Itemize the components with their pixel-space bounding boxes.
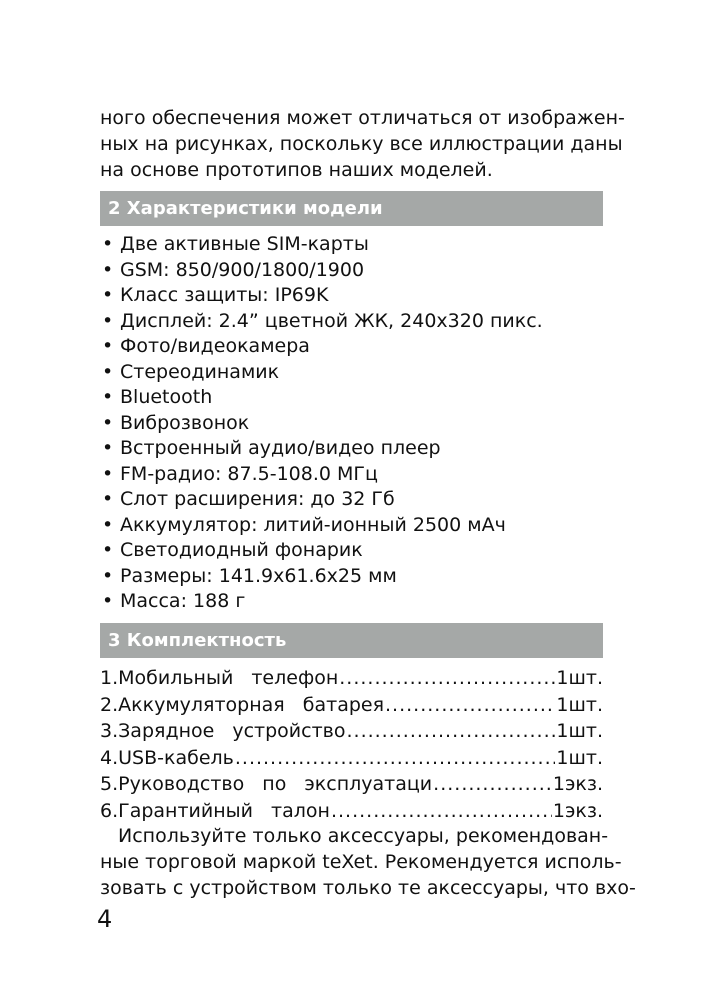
- leader-dots: [346, 718, 555, 745]
- outro-line: Используйте только аксессуары, рекомендован-: [118, 825, 609, 847]
- kit-item-name: 4.USB-кабель: [100, 746, 234, 769]
- kit-item-qty: 1шт.: [556, 693, 603, 716]
- page-number: 4: [97, 905, 113, 933]
- kit-item: [100, 798, 603, 825]
- spec-item: • Bluetooth: [100, 385, 603, 411]
- kit-item-name: 6.Гарантийный талон: [100, 799, 330, 822]
- spec-item: • Виброзвонок: [100, 411, 603, 437]
- kit-item-qty: 1шт.: [556, 720, 603, 742]
- spec-item: • Стереодинамик: [100, 360, 603, 386]
- leader-dots: [385, 692, 555, 719]
- spec-item: • GSM: 850/900/1800/1900: [100, 258, 603, 284]
- kit-list: [100, 665, 603, 824]
- spec-item: • Встроенный аудио/видео плеер: [100, 436, 603, 462]
- spec-item: • Две активные SIM-карты: [100, 232, 603, 258]
- spec-item: • Фото/видеокамера: [100, 334, 603, 360]
- spec-item: • Масса: 188 г: [100, 589, 603, 615]
- spec-item: • Размеры: 141.9х61.6х25 мм: [100, 564, 603, 590]
- kit-item-qty: 1экз.: [552, 799, 603, 822]
- intro-line: ного обеспечения может отличаться от изображен-: [100, 107, 625, 129]
- kit-item-qty: 1экз.: [552, 773, 603, 795]
- leader-dots: [331, 798, 552, 825]
- specs-list: [100, 232, 603, 615]
- outro-line: зовать с устройством только те аксессуары, что вхо-: [100, 877, 636, 899]
- outro-paragraph: [100, 823, 636, 901]
- kit-item-name: 3.Зарядное устройство: [100, 720, 346, 742]
- kit-item: [100, 745, 603, 772]
- kit-item-qty: 1шт.: [556, 746, 603, 769]
- kit-item: [100, 771, 603, 798]
- leader-dots: [339, 665, 555, 692]
- kit-item-qty: 1шт.: [556, 667, 603, 689]
- leader-dots: [433, 771, 552, 798]
- intro-line: ных на рисунках, поскольку все иллюстрации даны: [100, 133, 623, 155]
- spec-item: • Светодиодный фонарик: [100, 538, 603, 564]
- kit-item-name: 1.Мобильный телефон: [100, 667, 339, 689]
- intro-paragraph: [100, 105, 625, 183]
- section-header-kit: 3 Комплектность: [100, 623, 603, 658]
- outro-line: ные торговой маркой teXet. Рекомендуется исполь-: [100, 851, 622, 873]
- intro-line: на основе прототипов наших моделей.: [100, 159, 493, 181]
- spec-item: • Класс защиты: IP69K: [100, 283, 603, 309]
- spec-item: • FM-радио: 87.5-108.0 МГц: [100, 462, 603, 488]
- spec-item: • Аккумулятор: литий-ионный 2500 мАч: [100, 513, 603, 539]
- kit-item-name: 2.Аккумуляторная батарея: [100, 693, 385, 716]
- leader-dots: [235, 745, 556, 772]
- kit-item-name: 5.Руководство по эксплуатаци: [100, 773, 433, 795]
- spec-item: • Дисплей: 2.4” цветной ЖК, 240х320 пикс.: [100, 309, 603, 335]
- kit-item: [100, 718, 603, 745]
- section-header-specs: 2 Характеристики модели: [100, 191, 603, 226]
- spec-item: • Слот расширения: до 32 Гб: [100, 487, 603, 513]
- kit-item: [100, 665, 603, 692]
- kit-item: [100, 692, 603, 719]
